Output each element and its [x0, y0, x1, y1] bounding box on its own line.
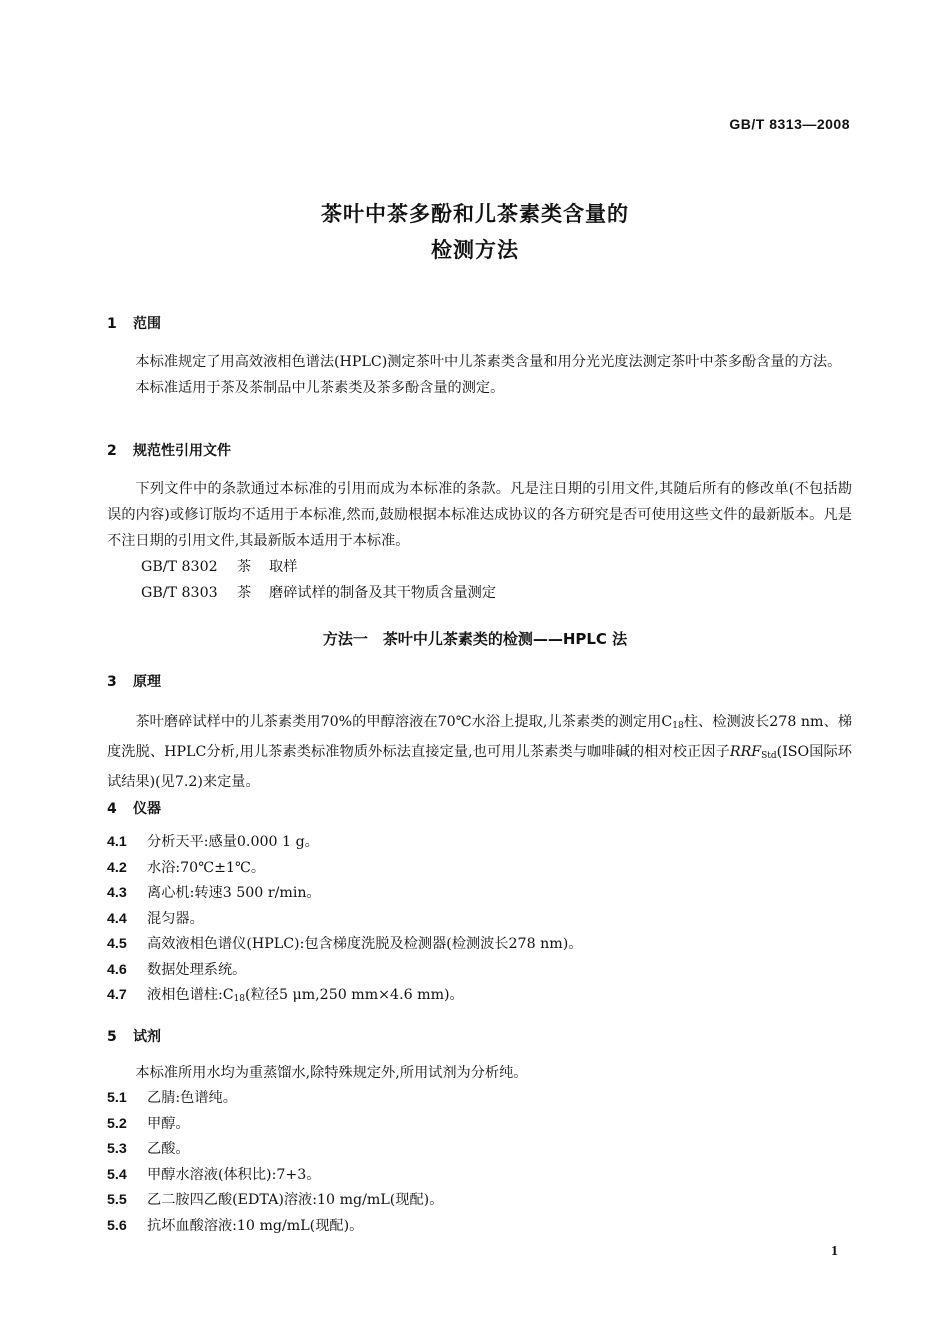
item-text: 甲醇。: [147, 1115, 190, 1132]
apparatus-item: [107, 983, 852, 1013]
section-number: 2: [107, 443, 117, 459]
section-title: 范围: [133, 316, 161, 332]
method-title: 方法一 茶叶中儿茶素类的检测——HPLC 法: [322, 630, 628, 648]
section-heading: [107, 313, 852, 335]
paragraph: 下列文件中的条款通过本标准的引用而成为本标准的条款。凡是注日期的引用文件,其随后所有的修改单(不包括勘误的内容)或修订版均不适用于本标准,然而,鼓励根据本标准达成协议的各方研究是否可使用这些文件的最新版本。凡是不注日期的引用文件,其最新版本适用于本标准。: [107, 481, 852, 549]
text-run: 柱、检测波长278 nm、梯度洗脱、HPLC分析,用儿茶素类标准物质外标法直接定量,也可用儿茶素类与咖啡碱的相对校正因子: [107, 714, 853, 760]
standard-number: GB/T 8313—2008: [729, 116, 850, 132]
item-number: 5.2: [107, 1115, 127, 1132]
item-number: 4.5: [107, 936, 127, 952]
item-text: 分析天平:感量0.000 1 g。: [147, 834, 319, 850]
item-number: 4.4: [107, 910, 127, 927]
text-run: (ISO国际环试结果)(见7.2)来定量。: [107, 744, 852, 790]
section-principle: [107, 671, 852, 795]
item-number: 5.1: [107, 1090, 127, 1106]
section-apparatus: [107, 798, 852, 1013]
item-text: 抗坏血酸溶液:10 mg/mL(现配)。: [147, 1217, 364, 1234]
item-text: 甲醇水溶液(体积比):7+3。: [147, 1166, 321, 1183]
reference-category: 茶: [237, 559, 252, 575]
item-text: 乙腈:色谱纯。: [147, 1090, 237, 1106]
section-number: 1: [107, 316, 117, 332]
section-title: 试剂: [133, 1029, 161, 1045]
reagent-item: [107, 1086, 852, 1112]
section-normative-references: [107, 440, 852, 606]
reagent-item: [107, 1163, 852, 1189]
item-number: 4.3: [107, 885, 127, 901]
paragraph: [107, 709, 852, 795]
reference-category: 茶: [237, 585, 252, 601]
reagent-item: [107, 1188, 852, 1214]
reference-item: [107, 554, 852, 580]
item-number: 5.6: [107, 1217, 127, 1234]
item-text: 水浴:70℃±1℃。: [147, 859, 266, 876]
paragraph: 本标准所用水均为重蒸馏水,除特殊规定外,所用试剂为分析纯。: [135, 1065, 528, 1081]
section-heading: [107, 671, 852, 693]
apparatus-item: [107, 856, 852, 882]
item-number: 5.4: [107, 1166, 127, 1183]
section-title: 规范性引用文件: [133, 443, 231, 459]
item-number: 5.5: [107, 1192, 127, 1208]
item-text: 混匀器。: [147, 910, 204, 927]
subscript: Std: [761, 751, 777, 761]
section-number: 5: [107, 1029, 117, 1045]
reference-item: [107, 580, 852, 606]
document-title: [0, 196, 950, 268]
section-scope: [107, 313, 852, 401]
item-text: (粒径5 μm,250 mm×4.6 mm)。: [245, 987, 464, 1003]
apparatus-item: [107, 932, 852, 958]
paragraph: 本标准适用于茶及茶制品中儿茶素类及茶多酚含量的测定。: [135, 380, 505, 396]
item-number: 4.1: [107, 834, 127, 850]
section-number: 4: [107, 801, 117, 817]
reagent-item: [107, 1112, 852, 1138]
apparatus-item: [107, 907, 852, 933]
section-heading: [107, 1026, 852, 1048]
item-number: 5.3: [107, 1141, 127, 1157]
text-run: 茶叶磨碎试样中的儿茶素类用70%的甲醇溶液在70℃水浴上提取,儿茶素类的测定用C: [135, 714, 673, 730]
apparatus-item: [107, 881, 852, 907]
reagent-item: [107, 1214, 852, 1240]
section-reagents: [107, 1026, 852, 1239]
item-text: 液相色谱柱:C: [147, 987, 234, 1003]
section-heading: [107, 798, 852, 820]
reagent-item: [107, 1137, 852, 1163]
title-line-2: 检测方法: [431, 238, 519, 262]
apparatus-item: [107, 958, 852, 984]
paragraph: 本标准规定了用高效液相色谱法(HPLC)测定茶叶中儿茶素类含量和用分光光度法测定茶叶中茶多酚含量的方法。: [135, 354, 842, 370]
reference-code: GB/T 8303: [141, 585, 218, 601]
reference-title: 取样: [269, 559, 298, 575]
item-number: 4.6: [107, 961, 127, 978]
reference-title: 磨碎试样的制备及其干物质含量测定: [269, 585, 497, 601]
section-heading: [107, 440, 852, 462]
item-text: 乙酸。: [147, 1141, 190, 1157]
item-number: 4.7: [107, 987, 127, 1003]
item-number: 4.2: [107, 859, 127, 876]
subscript: 18: [233, 994, 246, 1004]
reference-code: GB/T 8302: [141, 559, 218, 575]
rrf-symbol: RRF: [729, 744, 762, 760]
item-text: 高效液相色谱仪(HPLC):包含梯度洗脱及检测器(检测波长278 nm)。: [147, 936, 583, 952]
item-text: 数据处理系统。: [147, 961, 247, 978]
section-title: 仪器: [133, 801, 161, 817]
item-text: 离心机:转速3 500 r/min。: [147, 885, 321, 901]
section-title: 原理: [133, 674, 161, 690]
subscript: 18: [672, 721, 684, 731]
section-number: 3: [107, 674, 117, 690]
title-line-1: 茶叶中茶多酚和儿茶素类含量的: [321, 202, 629, 226]
page-number: 1: [831, 1244, 838, 1259]
apparatus-item: [107, 830, 852, 856]
item-text: 乙二胺四乙酸(EDTA)溶液:10 mg/mL(现配)。: [147, 1192, 444, 1208]
